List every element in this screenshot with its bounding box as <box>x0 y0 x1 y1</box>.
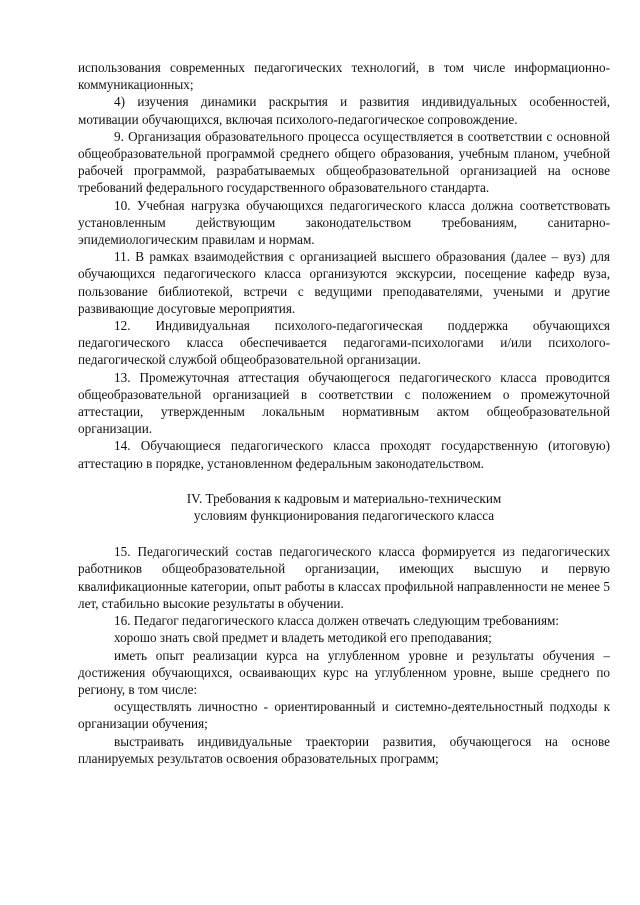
document-page <box>78 59 610 767</box>
paragraph-req-know: хорошо знать свой предмет и владеть методикой его преподавания; <box>114 630 492 646</box>
paragraph-item-15: 15. Педагогический состав педагогического класса формируется из педагогических работников общеобразовательной организации, имеющих высшую и первую квалификационные категории, опыт работы в классах профильной направленности не менее 5 лет, стабильно высокие результаты в обучении. <box>78 544 610 611</box>
paragraph-item-11: 11. В рамках взаимодействия с организацией высшего образования (далее – вуз) для обучающихся педагогического класса организуются экскурсии, посещение кафедр вуза, пользование библиотекой, встречи с ведущими преподавателями, учеными и другие развивающие досуговые мероприятия. <box>78 249 610 316</box>
paragraph-cont-tech: использования современных педагогических технологий, в том числе информационно-коммуникационных; <box>78 60 610 93</box>
section-heading <box>78 490 610 524</box>
paragraph-item-4: 4) изучения динамики раскрытия и развития индивидуальных особенностей, мотивации обучающихся, включая психолого-педагогическое сопровождение. <box>78 94 610 127</box>
paragraph-item-10: 10. Учебная нагрузка обучающихся педагогического класса должна соответствовать установленным действующим законодательством требованиям, санитарно-эпидемиологическим правилам и нормам. <box>78 197 610 248</box>
section-heading-line-1: IV. Требования к кадровым и материально-техническим <box>186 490 502 506</box>
paragraph-req-experience: иметь опыт реализации курса на углубленном уровне и результаты обучения – достижения обучающихся, осваивающих курс на углубленном уровне, выше среднего по региону, в том числе: <box>78 647 610 697</box>
paragraph-item-9: 9. Организация образовательного процесса осуществляется в соответствии с основной общеобразовательной программой среднего общего образования, учебным планом, учебной рабочей программой, разрабатываемых общеобразовательной организацией на основе требований федерального государственного образовательного стандарта. <box>78 128 610 196</box>
paragraph-req-trajectory: выстраивать индивидуальные траектории развития, обучающегося на основе планируемых результатов освоения образовательных программ; <box>78 733 610 766</box>
section-heading-line-2: условиям функционирования педагогического класса <box>193 508 495 524</box>
section-body-after <box>78 543 610 767</box>
spacer <box>78 524 610 543</box>
spacer <box>78 472 610 490</box>
paragraph-req-approach: осуществлять личностно - ориентированный и системно-деятельностный подходы к организации обучения; <box>78 699 610 732</box>
section-body-before <box>78 59 610 472</box>
paragraph-item-16: 16. Педагог педагогического класса должен отвечать следующим требованиям: <box>114 613 560 629</box>
paragraph-item-13: 13. Промежуточная аттестация обучающегося педагогического класса проводится общеобразовательной организацией в соответствии с положением о промежуточной аттестации, утвержденным локальным нормативным актом общеобразовательной организации. <box>78 369 610 437</box>
paragraph-item-14: 14. Обучающиеся педагогического класса проходят государственную (итоговую) аттестацию в порядке, установленном федеральным законодательством. <box>78 438 610 471</box>
paragraph-item-12: 12. Индивидуальная психолого-педагогическая поддержка обучающихся педагогического класса обеспечивается педагогами-психологами и/или психолого-педагогической службой общеобразовательной организации. <box>78 318 610 368</box>
